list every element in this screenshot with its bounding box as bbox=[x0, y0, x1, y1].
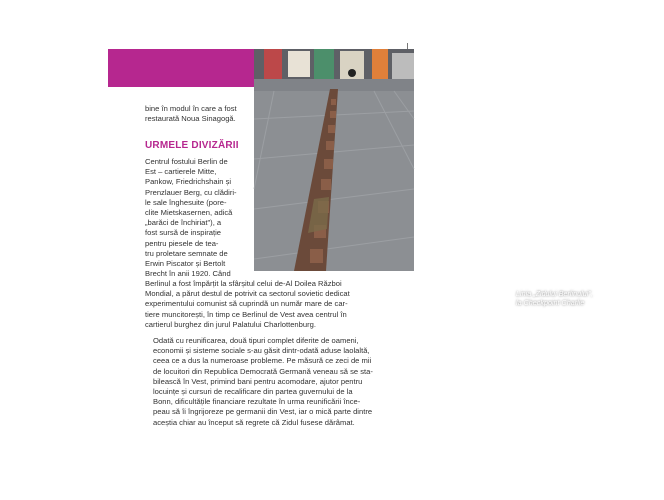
photo-cyclist bbox=[348, 69, 356, 77]
text-line: aceștia chiar au început să regrete că Zidul fusese dărâmat. bbox=[153, 417, 355, 427]
intro-paragraph: bine în modul în care a fost restaurată Noua Sinagogă. bbox=[145, 104, 237, 124]
text-line: pentru piesele de tea- bbox=[145, 238, 219, 248]
text-line: Berlinul a fost împărțit la sfârșitul celui de-Al Doilea Război bbox=[145, 279, 342, 288]
text-line: cartierul burghez din jurul Palatului Charlottenburg. bbox=[145, 319, 316, 329]
magenta-header-bar bbox=[108, 49, 254, 87]
photo-light-facade bbox=[288, 51, 310, 77]
photo-red-building bbox=[264, 49, 282, 79]
text-line: bilească în Vest, primind bani pentru acomodare, ajutor pentru bbox=[153, 376, 363, 386]
photo-caption bbox=[516, 289, 664, 307]
text-line: Centrul fostului Berlin de bbox=[145, 157, 228, 166]
text-line: le sale înghesuite (pore- bbox=[145, 197, 227, 207]
berlin-wall-line-photo bbox=[254, 49, 593, 307]
text-line: Erwin Piscator și Bertolt bbox=[145, 259, 226, 269]
text-line: „barăci de închiriat"), a bbox=[145, 218, 222, 228]
text-line: clite Mietskasernen, adică bbox=[145, 208, 233, 218]
photo-illustration bbox=[254, 49, 414, 271]
paragraph-1-column bbox=[145, 157, 253, 279]
text-line: fost sursă de inspirație bbox=[145, 228, 221, 238]
text-line: Pankow, Friedrichshain și bbox=[145, 177, 232, 187]
text-line: Brecht în anii 1920. Când bbox=[145, 269, 231, 279]
text-line: de locuitori din Republica Democrată Germană veneau să se sta- bbox=[153, 366, 373, 376]
text-line: locuințe și cursuri de recalificare din partea guvernului de la bbox=[153, 387, 353, 397]
text-line: tru proletare semnate de bbox=[145, 248, 228, 258]
text-line: ceea ce a dus la numeroase probleme. Pe măsură ce zeci de mii bbox=[153, 356, 372, 366]
text-line: economii și sisteme sociale s-au găsit dintr-odată aduse laolaltă, bbox=[153, 346, 370, 356]
photo-grey-wall bbox=[392, 53, 414, 79]
text-line: experimentului comunist să cuprindă un număr mare de car- bbox=[145, 299, 348, 309]
photo-green-storefront bbox=[314, 49, 334, 79]
paragraph-2 bbox=[145, 336, 411, 428]
text-line: Prenzlauer Berg, cu clădiri- bbox=[145, 187, 237, 197]
text-line: Odată cu reunificarea, două tipuri complet diferite de oameni, bbox=[153, 336, 359, 345]
text-line: peau să îi îngrijoreze pe germanii din Vest, iar o mică parte dintre bbox=[153, 407, 373, 417]
paragraph-1-continued bbox=[145, 279, 411, 330]
text-line: tiere muncitorești, în timp ce Berlinul de Vest avea centrul în bbox=[145, 309, 347, 319]
text-line: Mondial, a părut destul de potrivit ca sectorul sovietic dedicat bbox=[145, 289, 350, 299]
photo-orange-sign bbox=[372, 49, 388, 79]
photo-caption-line-2: la Checkpoint Charlie bbox=[516, 298, 585, 307]
text-line: Bonn, dificultățile financiare rezultate în urma reunificării înce- bbox=[153, 397, 361, 407]
text-line: Est – cartierele Mitte, bbox=[145, 167, 217, 177]
section-heading: URMELE DIVIZĂRII bbox=[145, 140, 239, 151]
photo-caption-line-1: Linia „Zidului Berlinului", bbox=[516, 289, 593, 298]
